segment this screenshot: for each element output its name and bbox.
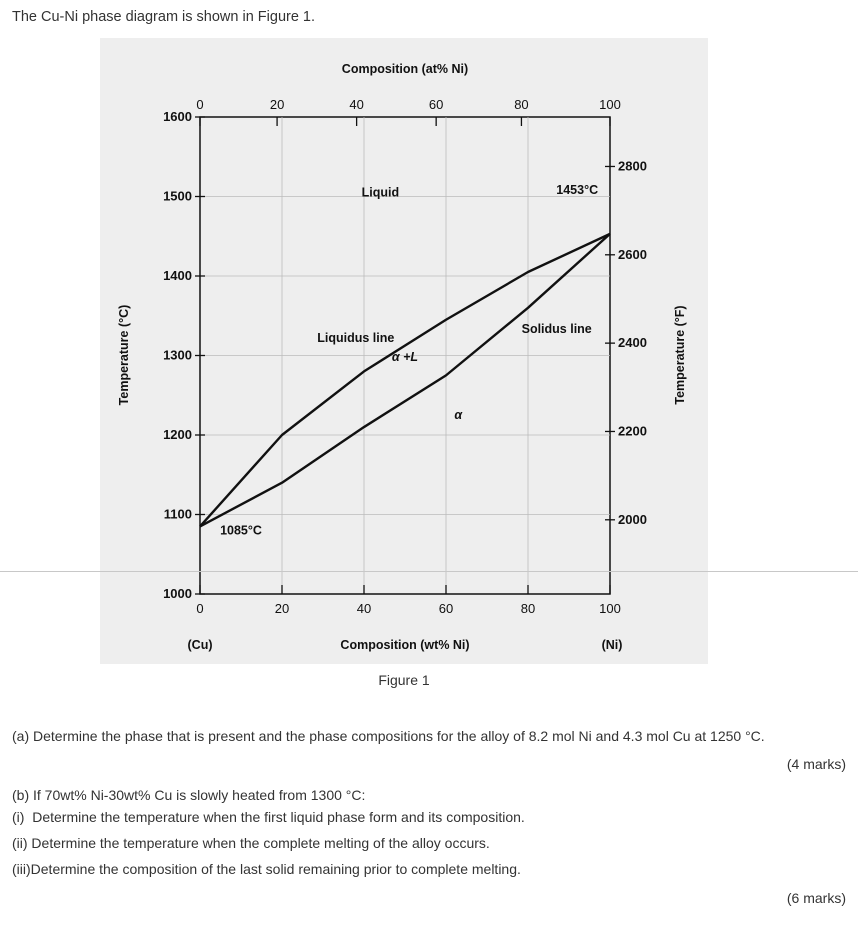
top-tick-label: 80 [514,97,529,112]
y-tick-label: 1400 [163,268,192,283]
cu-end-label: (Cu) [187,638,213,652]
question-b-i: (i) Determine the temperature when the first liquid phase form and its composition. [12,809,525,825]
section-divider [0,571,858,572]
y-tick-label: 1300 [163,347,192,363]
question-b: (b) If 70wt% Ni-30wt% Cu is slowly heated from 1300 °C: [12,787,366,803]
x-tick-label: 80 [520,601,536,616]
annotation-1453-c: 1453°C [556,183,599,198]
annotation-liquid: Liquid [361,185,400,200]
solidus-line-curve [200,234,610,527]
annotation-liquidus-line: Liquidus line [317,330,395,345]
x-tick-label: 60 [438,601,454,616]
question-a-marks: (4 marks) [786,756,846,772]
y2-axis-title: Temperature (°F) [673,305,687,405]
annotation-1085-c: 1085°C [220,523,262,538]
y-tick-label: 1000 [163,586,192,601]
top-axis-title: Composition (at% Ni) [341,62,469,76]
x-tick-label: 0 [196,601,204,616]
y-tick-label: 1600 [163,109,192,124]
top-tick-label: 0 [196,97,204,112]
x-axis-title: Composition (wt% Ni) [340,638,470,652]
ni-end-label: (Ni) [601,638,623,652]
figure-caption: Figure 1 [378,672,430,688]
y-tick-label: 1200 [163,427,192,442]
top-tick-label: 40 [349,97,364,112]
top-tick-label: 60 [428,97,444,112]
top-tick-label: 20 [269,97,285,112]
x-tick-label: 100 [599,601,621,616]
question-b-ii: (ii) Determine the temperature when the complete melting of the alloy occurs. [12,835,490,851]
y-tick-label: 1100 [163,506,192,522]
annotation-: α [454,408,463,423]
top-tick-label: 100 [599,97,621,112]
y2-tick-label: 2800 [618,158,647,174]
liquidus-line-curve [200,234,610,527]
question-b-iii: (iii)Determine the composition of the last solid remaining prior to complete melting. [12,861,521,877]
y-tick-label: 1500 [163,188,192,204]
question-a: (a) Determine the phase that is present and the phase compositions for the alloy of 8.2 mol Ni and 4.3 mol Cu at 1250 °C. [12,728,765,744]
annotation-solidus-line: Solidus line [521,322,592,337]
y2-tick-label: 2600 [618,246,647,262]
x-tick-label: 40 [356,601,372,616]
y2-tick-label: 2200 [618,423,647,439]
y2-tick-label: 2000 [618,511,647,527]
x-tick-label: 20 [274,601,290,616]
question-b-marks: (6 marks) [786,890,846,906]
y2-tick-label: 2400 [618,335,647,351]
annotation-l: α +L [391,350,419,365]
intro-text: The Cu-Ni phase diagram is shown in Figure 1. [12,9,316,25]
y-axis-title: Temperature (°C) [117,304,131,406]
